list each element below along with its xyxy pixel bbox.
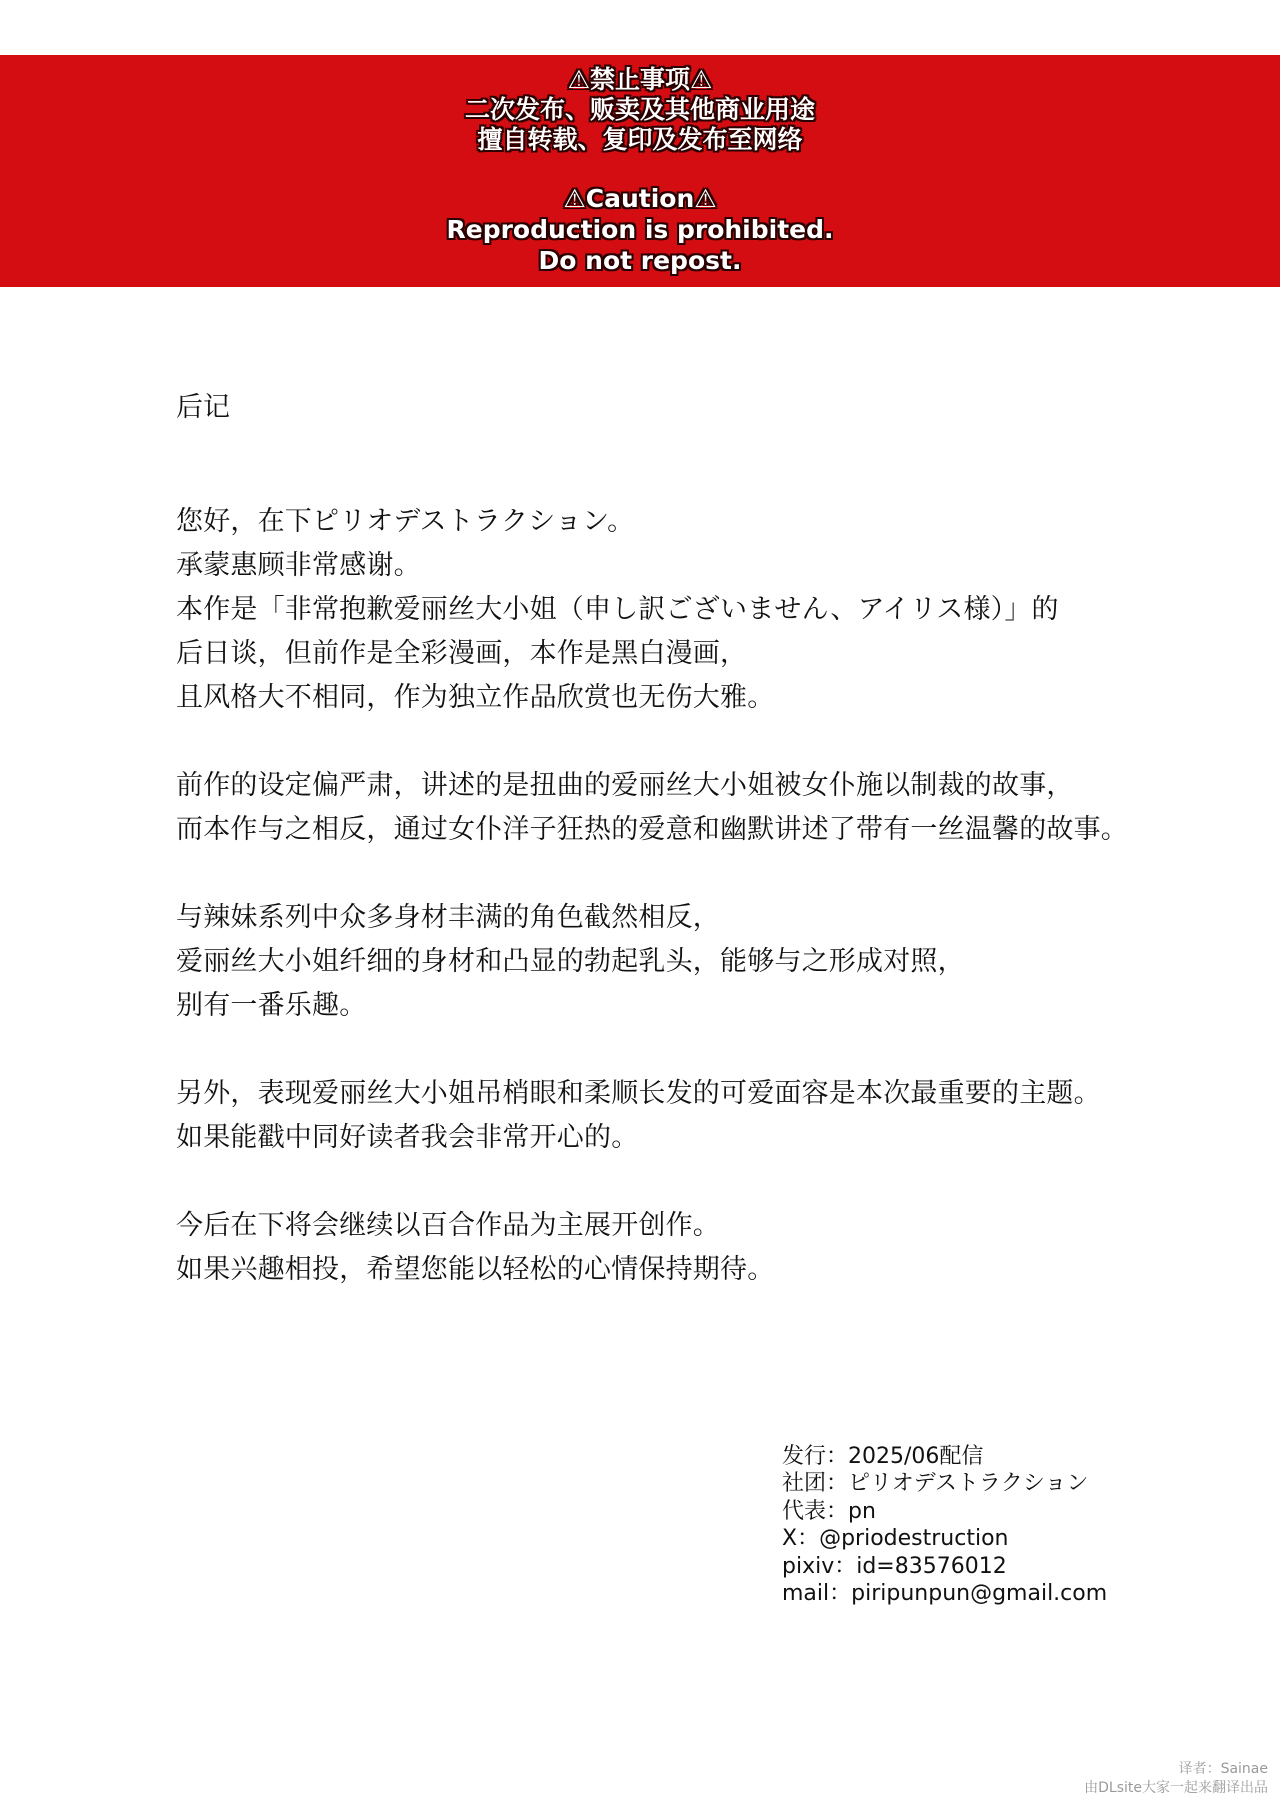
- text-line: 如果能戳中同好读者我会非常开心的。: [176, 1122, 639, 1153]
- translator-note: [1084, 1760, 1268, 1798]
- text-line: 后日谈，但前作是全彩漫画，本作是黑白漫画，: [176, 638, 748, 669]
- paragraph: [176, 500, 1236, 720]
- warning-icon: ⚠: [563, 184, 586, 213]
- text-line: 您好，在下ピリオデストラクション。: [176, 506, 635, 537]
- warning-icon: ⚠: [567, 65, 590, 94]
- banner-en-line: Do not repost.: [538, 246, 742, 275]
- text-line: 本作是「非常抱歉爱丽丝大小姐（申し訳ございません、アイリス様）」的: [176, 594, 1059, 625]
- text-line: 别有一番乐趣。: [176, 990, 367, 1021]
- paragraph: [176, 764, 1236, 852]
- credit-pixiv: pixiv：id=83576012: [782, 1553, 1007, 1579]
- banner-cn-line: 二次发布、贩卖及其他商业用途: [464, 95, 815, 124]
- text-line: 爱丽丝大小姐纤细的身材和凸显的勃起乳头，能够与之形成对照，: [176, 946, 965, 977]
- translator-source: 由DLsite大家一起来翻译出品: [1084, 1780, 1268, 1796]
- banner-cn-heading: ⚠禁止事项⚠: [567, 65, 713, 94]
- text-line: 今后在下将会继续以百合作品为主展开创作。: [176, 1210, 720, 1241]
- text-line: 且风格大不相同，作为独立作品欣赏也无伤大雅。: [176, 682, 775, 713]
- warning-icon: ⚠: [690, 65, 713, 94]
- paragraph: [176, 1204, 1236, 1292]
- paragraph: [176, 1072, 1236, 1160]
- warning-icon: ⚠: [694, 184, 717, 213]
- text-line: 与辣妹系列中众多身材丰满的角色截然相反，: [176, 902, 720, 933]
- page-title: 后记: [176, 392, 230, 423]
- paragraph: [176, 896, 1236, 1028]
- afterword-body: [176, 500, 1236, 1336]
- banner-cn-line: 擅自转载、复印及发布至网络: [477, 125, 803, 154]
- text-line: 前作的设定偏严肃，讲述的是扭曲的爱丽丝大小姐被女仆施以制裁的故事，: [176, 770, 1074, 801]
- credit-representative: 代表：pn: [782, 1498, 876, 1524]
- banner-en-heading: ⚠Caution⚠: [563, 184, 717, 213]
- text-line: 承蒙惠顾非常感谢。: [176, 550, 421, 581]
- translator-name: 译者：Sainae: [1178, 1761, 1268, 1777]
- credit-release: 发行：2025/06配信: [782, 1444, 984, 1469]
- credit-x-account: X：@priodestruction: [782, 1526, 1009, 1552]
- credit-mail: mail：piripunpun@gmail.com: [782, 1581, 1108, 1607]
- credits-block: [782, 1443, 1107, 1607]
- credit-circle: 社团：ピリオデストラクション: [782, 1471, 1089, 1497]
- banner-en-line: Reproduction is prohibited.: [446, 215, 834, 244]
- text-line: 另外，表现爱丽丝大小姐吊梢眼和柔顺长发的可爱面容是本次最重要的主题。: [176, 1078, 1101, 1109]
- caution-banner: [0, 55, 1280, 287]
- text-line: 而本作与之相反，通过女仆洋子狂热的爱意和幽默讲述了带有一丝温馨的故事。: [176, 814, 1128, 845]
- text-line: 如果兴趣相投，希望您能以轻松的心情保持期待。: [176, 1254, 775, 1285]
